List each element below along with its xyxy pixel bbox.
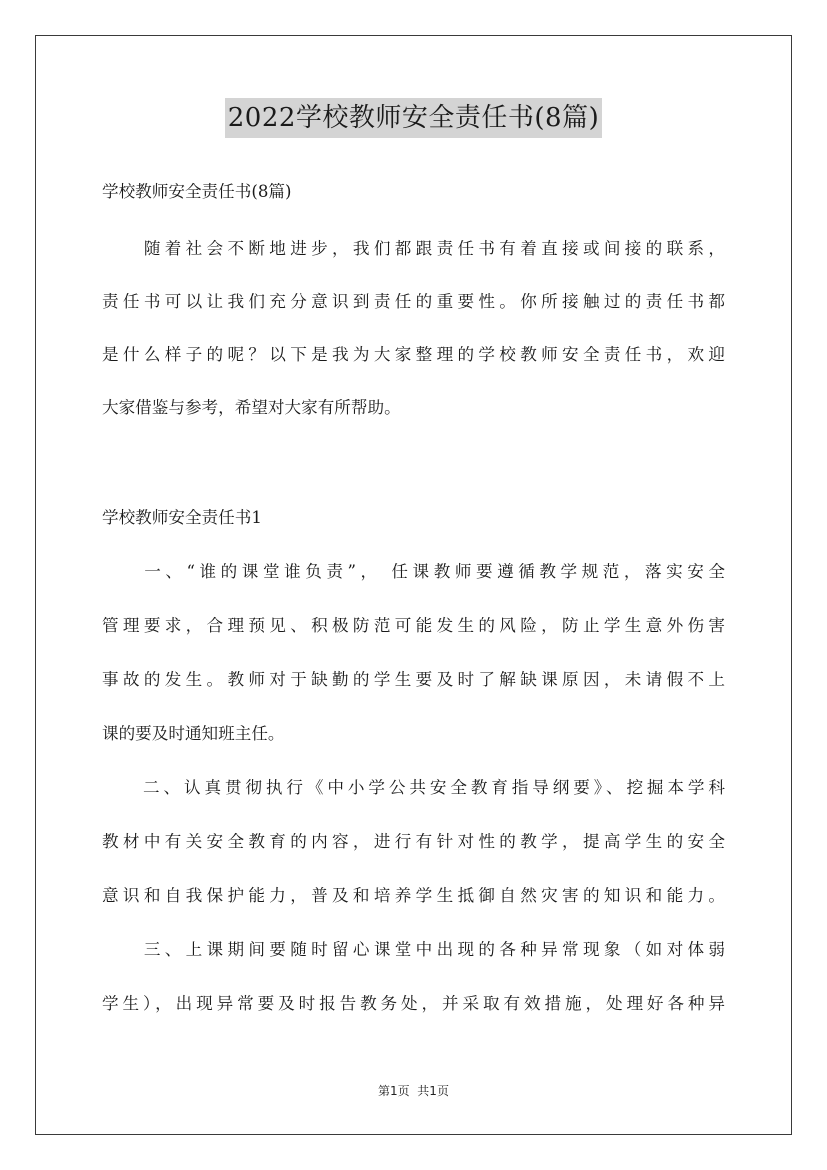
section-heading[interactable]: 学校教师安全责任书1 <box>102 508 262 527</box>
body-line[interactable]: 学校教师安全责任书(8篇) <box>102 182 292 201</box>
document-title[interactable]: 2022学校教师安全责任书(8篇) <box>225 98 603 138</box>
body-line[interactable]: 三、上课期间要随时留心课堂中出现的各种异常现象（如对体弱 <box>102 940 725 959</box>
body-line[interactable]: 学生），出现异常要及时报告教务处，并采取有效措施，处理好各种异 <box>102 994 725 1013</box>
body-line[interactable]: 课的要及时通知班主任。 <box>102 724 285 743</box>
title-container <box>0 98 827 138</box>
body-line[interactable]: 随着社会不断地进步，我们都跟责任书有着直接或间接的联系， <box>102 239 725 258</box>
body-line[interactable]: 事故的发生。教师对于缺勤的学生要及时了解缺课原因，未请假不上 <box>102 670 725 689</box>
page-footer: 第1页 共1页 <box>378 1084 449 1098</box>
body-line[interactable]: 教材中有关安全教育的内容，进行有针对性的教学，提高学生的安全 <box>102 832 725 851</box>
body-line[interactable]: 大家借鉴与参考，希望对大家有所帮助。 <box>102 398 401 417</box>
body-line[interactable]: 责任书可以让我们充分意识到责任的重要性。你所接触过的责任书都 <box>102 292 725 311</box>
body-line[interactable]: 是什么样子的呢？以下是我为大家整理的学校教师安全责任书，欢迎 <box>102 345 725 364</box>
body-line[interactable]: 意识和自我保护能力，普及和培养学生抵御自然灾害的知识和能力。 <box>102 886 725 905</box>
body-line[interactable]: 二、认真贯彻执行《中小学公共安全教育指导纲要》、挖掘本学科 <box>102 778 725 797</box>
body-line[interactable]: 一、“谁的课堂谁负责”， 任课教师要遵循教学规范，落实安全 <box>102 562 725 581</box>
body-line[interactable]: 管理要求，合理预见、积极防范可能发生的风险，防止学生意外伤害 <box>102 616 725 635</box>
